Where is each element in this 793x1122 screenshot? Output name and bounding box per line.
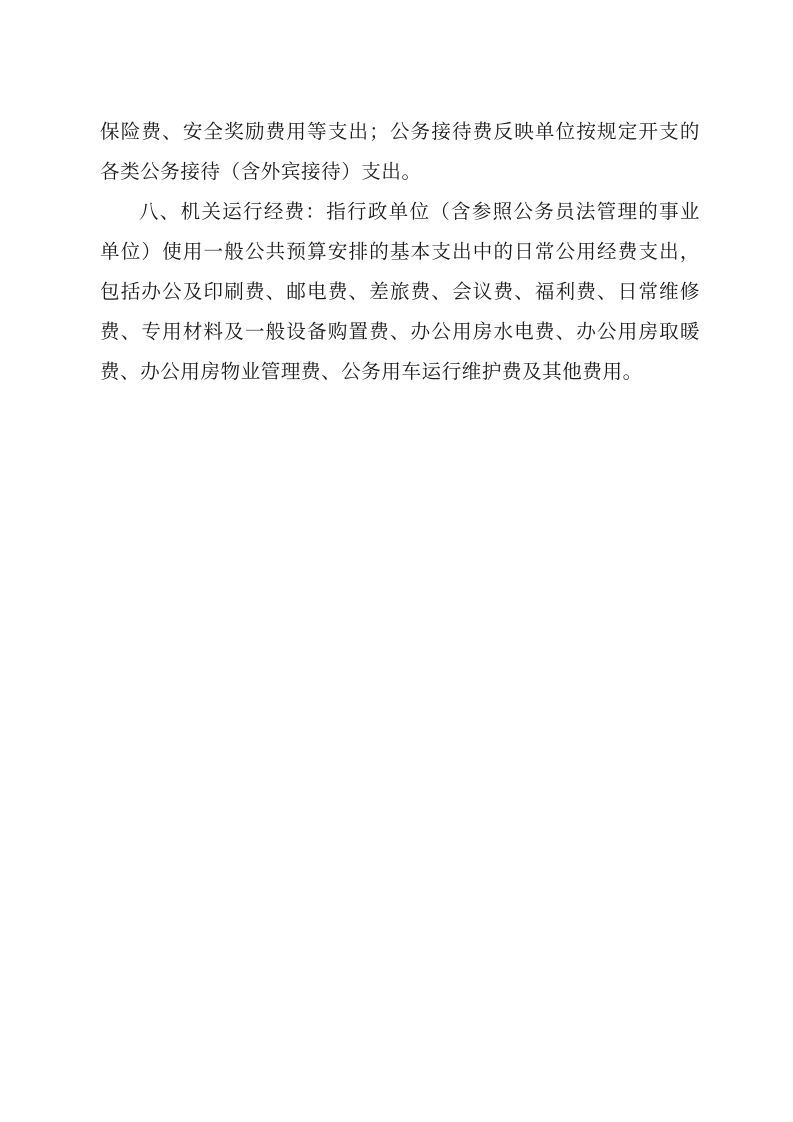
document-body <box>100 112 700 392</box>
paragraph-continuation: 保险费、安全奖励费用等支出；公务接待费反映单位按规定开支的各类公务接待（含外宾接待）支出。 <box>100 120 700 183</box>
paragraph-item-eight: 八、机关运行经费：指行政单位（含参照公务员法管理的事业单位）使用一般公共预算安排的基本支出中的日常公用经费支出，包括办公及印刷费、邮电费、差旅费、会议费、福利费、日常维修费、专用材料及一般设备购置费、办公用房水电费、办公用房取暖费、办公用房物业管理费、公务用车运行维护费及其他费用。 <box>100 200 700 383</box>
